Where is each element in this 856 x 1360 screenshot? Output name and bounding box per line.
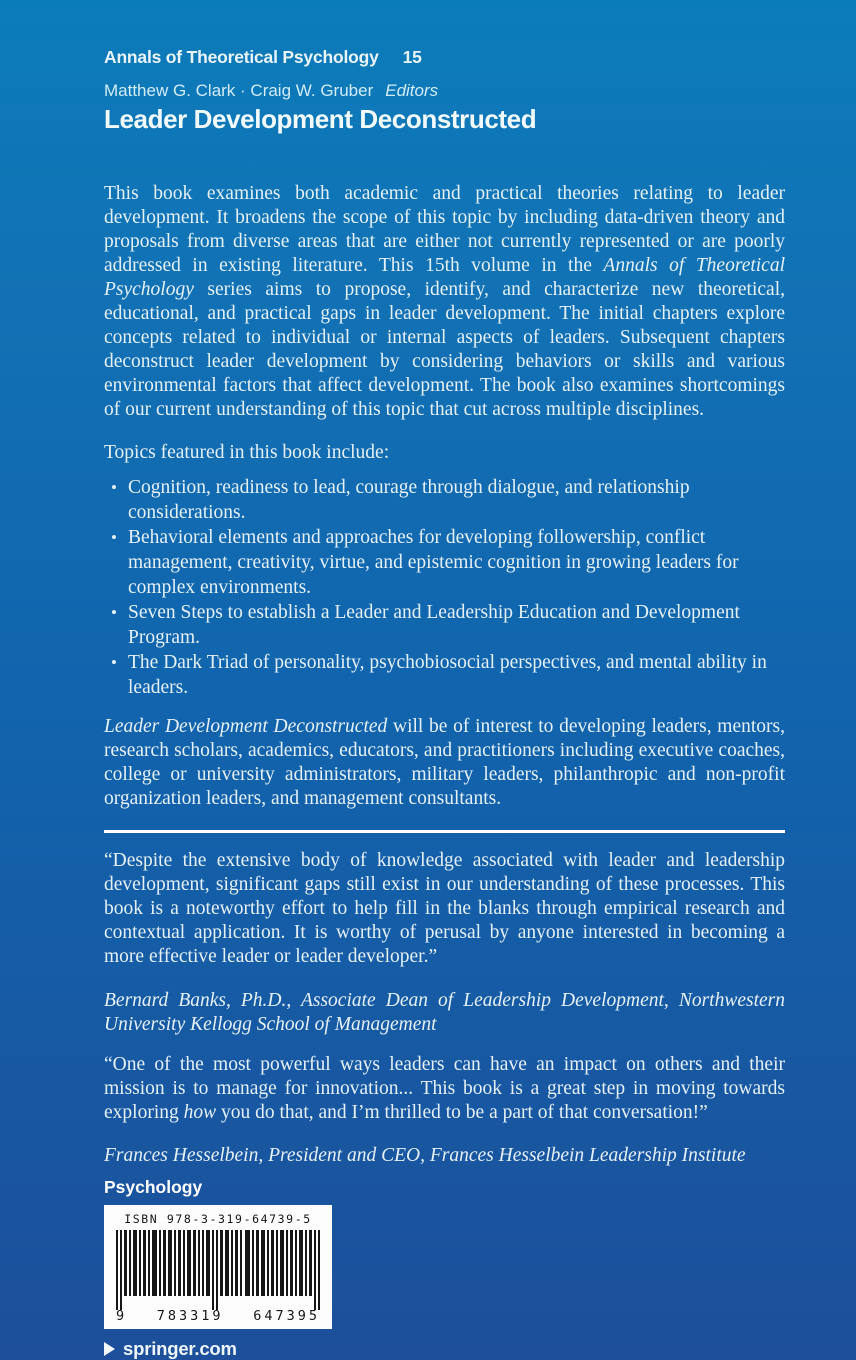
description-part1: This book examines both academic and practical theories relating to leader development. It broadens the scope of this topic by including data-driven theory and proposals from diverse areas that are either not currently represented or are poorly addressed in existing literature. This 15th volume in the: [104, 183, 785, 276]
isbn-digits-right: 647395: [253, 1308, 320, 1324]
quote-2-italic: how: [183, 1101, 217, 1123]
topic-item: • Cognition, readiness to lead, courage through dialogue, and relationship considerations.: [104, 475, 785, 525]
audience-paragraph: [104, 715, 785, 811]
series-number: 15: [402, 47, 422, 67]
series-title-line: [104, 47, 785, 68]
springer-logo-text: springer.com: [123, 1338, 237, 1359]
quote-2-part1: “One of the most powerful ways leaders can have an impact on others and their mission is to manage for innovation... This book is a great step in moving towards exploring: [104, 1053, 785, 1123]
isbn-digits-mid: 783319: [156, 1308, 224, 1324]
topic-item: • Behavioral elements and approaches for developing followership, conflict management, creativity, virtue, and epistemic cognition in growing leaders for complex environments.: [104, 525, 785, 600]
isbn-barcode-box: [104, 1205, 332, 1329]
springer-logo: [104, 1338, 785, 1360]
springer-arrow-icon: [104, 1342, 115, 1356]
ean-barcode-bars-icon: [116, 1230, 320, 1310]
series-title: Annals of Theoretical Psychology: [104, 47, 379, 67]
book-title: Leader Development Deconstructed: [104, 104, 537, 134]
description-series-italic: Annals of Theoretical Psychology: [104, 255, 786, 300]
audience-rest: will be of interest to developing leaders, mentors, research scholars, academics, educators, and practitioners including executive coaches, college or university administrators, military leaders, philanthropic and non-profit organization leaders, and management consultants.: [104, 715, 785, 809]
isbn-label: ISBN 978-3-319-64739-5: [124, 1212, 312, 1226]
editors-label: Editors: [385, 81, 439, 100]
audience-title-italic: Leader Development Deconstructed: [104, 715, 388, 737]
horizontal-rule: [104, 830, 785, 833]
authors-line: [104, 81, 785, 101]
isbn-digit-left: 9: [116, 1308, 128, 1324]
quote-2: [104, 1053, 785, 1125]
topic-item: • The Dark Triad of personality, psychobiosocial perspectives, and mental ability in leaders.: [104, 650, 785, 700]
topics-list: [104, 475, 785, 700]
description-paragraph: [104, 182, 785, 422]
authors-names: Matthew G. Clark · Craig W. Gruber: [104, 81, 374, 100]
quote-1-attribution: Bernard Banks, Ph.D., Associate Dean of Leadership Development, Northwestern University Kellogg School of Management: [104, 989, 785, 1035]
quote-1: “Despite the extensive body of knowledge associated with leader and leadership development, significant gaps still exist in our understanding of these processes. This book is a noteworthy effort to help fill in the blanks through empirical research and contextual application. It is worthy of perusal by anyone interested in becoming a more effective leader or leader developer.”: [104, 850, 785, 967]
category-label: Psychology: [104, 1177, 203, 1197]
topics-intro: Topics featured in this book include:: [104, 441, 390, 463]
quote-2-attribution: Frances Hesselbein, President and CEO, Frances Hesselbein Leadership Institute: [104, 1145, 746, 1166]
isbn-digits-row: [116, 1308, 320, 1324]
topic-item: • Seven Steps to establish a Leader and Leadership Education and Development Program.: [104, 600, 785, 650]
description-part2: series aims to propose, identify, and characterize new theoretical, educational, and practical gaps in leader development. The initial chapters explore concepts related to individual or internal aspects of leaders. Subsequent chapters deconstruct leader development by considering behaviors or skills and various environmental factors that affect development. The book also examines shortcomings of our current understanding of this topic that cut across multiple disciplines.: [104, 279, 785, 420]
quote-2-part2: you do that, and I’m thrilled to be a part of that conversation!”: [216, 1101, 708, 1123]
